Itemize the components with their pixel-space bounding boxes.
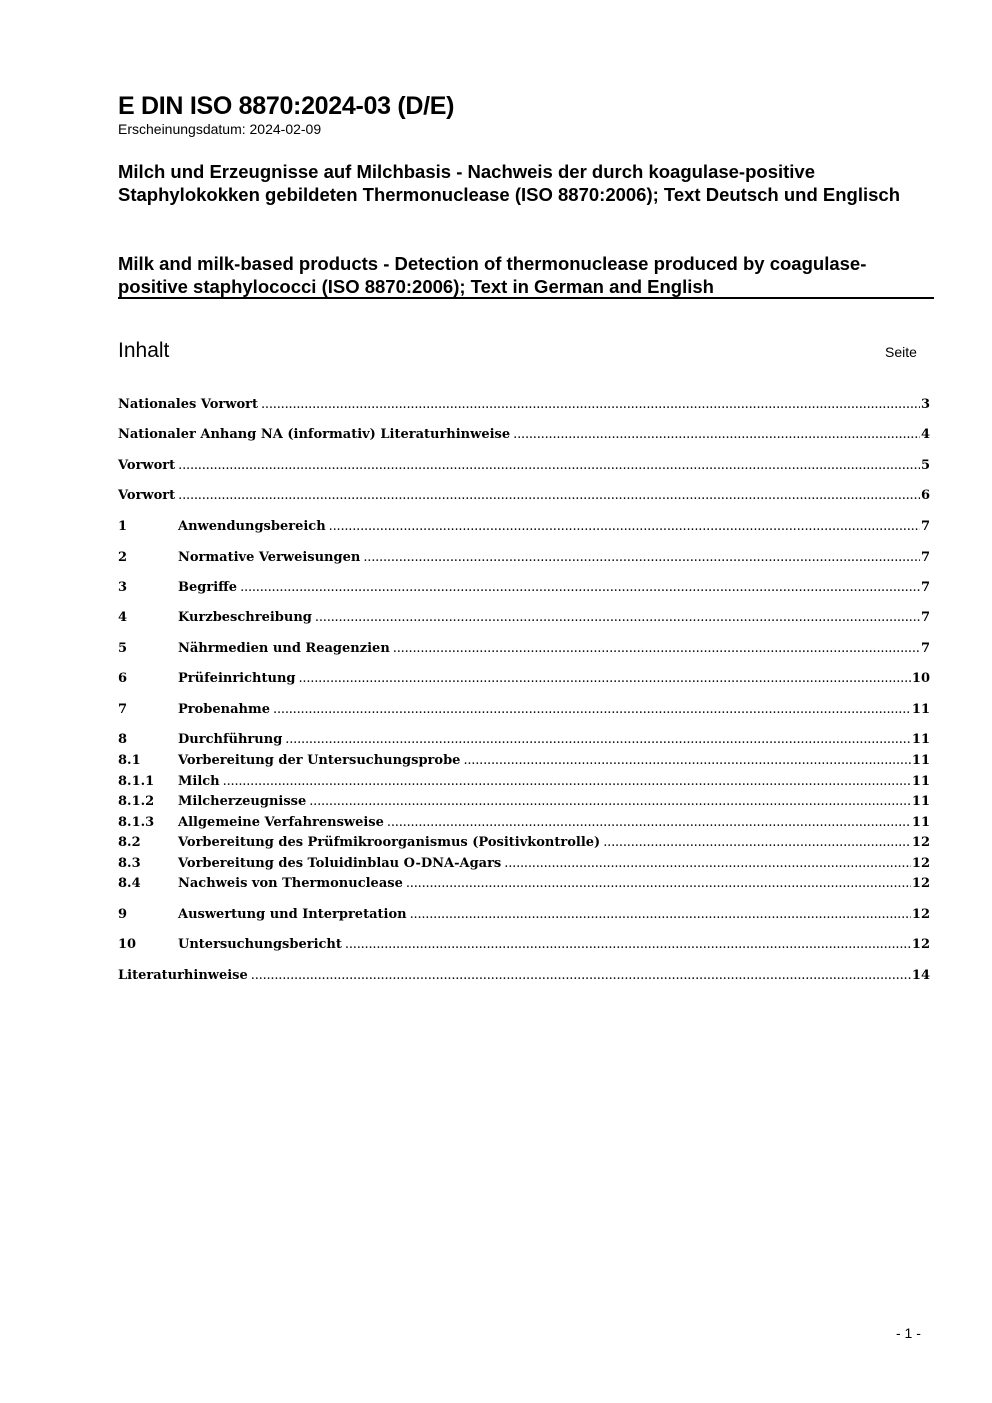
toc-entry-number: 8.1.1 (118, 774, 155, 789)
toc-entry-number: 5 (118, 641, 128, 656)
toc-entry-text: Vorwort (118, 488, 176, 503)
toc-heading: Inhalt (118, 339, 170, 362)
toc-entry-number: 8.1.2 (118, 794, 155, 809)
toc-entry-number: 8.3 (118, 856, 141, 871)
toc-entry-number: 7 (118, 702, 128, 717)
document-title: E DIN ISO 8870:2024-03 (D/E) (118, 92, 455, 120)
toc-leader-dots (393, 639, 920, 659)
toc-leader-dots (504, 854, 911, 874)
release-date: Erscheinungsdatum: 2024-02-09 (118, 121, 322, 137)
title-german: Milch und Erzeugnisse auf Milchbasis - Nachweis der durch koagulase-positive Staphylokokken gebildeten Thermonuclease (ISO 8870:2006); Text Deutsch und Englisch (118, 161, 901, 205)
toc-entry-page: 11 (911, 774, 930, 789)
toc-page-column-label: Seite (885, 344, 917, 360)
toc-entry[interactable] (118, 486, 930, 506)
toc-entry[interactable] (118, 874, 930, 894)
toc-entry-page: 12 (911, 835, 930, 850)
toc-entry[interactable] (118, 751, 930, 771)
toc-entry-number: 10 (118, 937, 137, 952)
toc-entry-number: 8.2 (118, 835, 141, 850)
toc-entry-text: Kurzbeschreibung (178, 610, 312, 625)
toc-entry-page: 3 (920, 397, 930, 412)
toc-entry-page: 11 (911, 732, 930, 747)
toc-entry-page: 12 (911, 907, 930, 922)
toc-entry[interactable] (118, 548, 930, 568)
toc-leader-dots (387, 813, 911, 833)
toc-leader-dots (406, 874, 911, 894)
toc-entry-text: Allgemeine Verfahrensweise (178, 815, 384, 830)
toc-entry-page: 11 (911, 702, 930, 717)
toc-entry-text: Durchführung (178, 732, 283, 747)
toc-leader-dots (223, 772, 911, 792)
toc-entry[interactable] (118, 395, 930, 415)
toc-entry[interactable] (118, 905, 930, 925)
toc-leader-dots (315, 608, 920, 628)
toc-entry-text: Literaturhinweise (118, 968, 248, 983)
toc-leader-dots (261, 395, 920, 415)
toc-entry-text: Nachweis von Thermonuclease (178, 876, 403, 891)
toc-leader-dots (240, 578, 920, 598)
toc-entry-text: Milch (178, 774, 220, 789)
toc-leader-dots (273, 700, 911, 720)
toc-entry[interactable] (118, 730, 930, 750)
toc-entry-text: Prüfeinrichtung (178, 671, 296, 686)
toc-entry-number: 8.1 (118, 753, 141, 768)
toc-entry[interactable] (118, 700, 930, 720)
toc-entry-text: Nationales Vorwort (118, 397, 258, 412)
toc-entry[interactable] (118, 456, 930, 476)
toc-entry-text: Vorbereitung des Prüfmikroorganismus (Positivkontrolle) (178, 835, 601, 850)
toc-entry[interactable] (118, 517, 930, 537)
toc-entry-page: 7 (920, 519, 930, 534)
title-english: Milk and milk-based products - Detection of thermonuclease produced by coagulase-positive staphylococci (ISO 8870:2006); Text in German and English (118, 253, 867, 297)
toc-entry[interactable] (118, 578, 930, 598)
toc-entry-text: Nationaler Anhang NA (informativ) Literaturhinweise (118, 427, 511, 442)
toc-entry-page: 4 (920, 427, 930, 442)
toc-entry-page: 12 (911, 937, 930, 952)
toc-entry-number: 1 (118, 519, 128, 534)
toc-entry-text: Auswertung und Interpretation (178, 907, 407, 922)
toc-leader-dots (298, 669, 910, 689)
toc-entry-page: 14 (911, 968, 930, 983)
toc-leader-dots (363, 548, 920, 568)
toc-entry[interactable] (118, 608, 930, 628)
toc-entry-page: 11 (911, 794, 930, 809)
toc-entry-page: 7 (920, 641, 930, 656)
toc-entry[interactable] (118, 639, 930, 659)
toc-entry-page: 6 (920, 488, 930, 503)
toc-entry-text: Vorwort (118, 458, 176, 473)
toc-entry-number: 9 (118, 907, 128, 922)
toc-entry[interactable] (118, 813, 930, 833)
toc-entry-text: Normative Verweisungen (178, 550, 361, 565)
page-number: - 1 - (896, 1325, 921, 1341)
toc-leader-dots (285, 730, 911, 750)
toc-entry-text: Anwendungsbereich (178, 519, 326, 534)
toc-leader-dots (309, 792, 911, 812)
toc-entry[interactable] (118, 425, 930, 445)
toc-entry[interactable] (118, 966, 930, 986)
toc-leader-dots (603, 833, 911, 853)
toc-entry-page: 7 (920, 550, 930, 565)
toc-leader-dots (463, 751, 910, 771)
toc-leader-dots (513, 425, 920, 445)
toc-entry-text: Probenahme (178, 702, 271, 717)
toc-entry-number: 3 (118, 580, 128, 595)
toc-entry[interactable] (118, 935, 930, 955)
toc-leader-dots (251, 966, 911, 986)
toc-leader-dots (178, 456, 920, 476)
toc-entry[interactable] (118, 854, 930, 874)
toc-entry-page: 11 (911, 753, 930, 768)
toc-entry-text: Begriffe (178, 580, 238, 595)
toc-entry-number: 2 (118, 550, 128, 565)
toc-entry[interactable] (118, 833, 930, 853)
toc-entry-text: Milcherzeugnisse (178, 794, 307, 809)
toc-entry[interactable] (118, 792, 930, 812)
toc-entry-number: 8.4 (118, 876, 141, 891)
toc-entry-page: 11 (911, 815, 930, 830)
toc-leader-dots (345, 935, 911, 955)
toc-leader-dots (329, 517, 920, 537)
toc-entry[interactable] (118, 669, 930, 689)
toc-entry-number: 4 (118, 610, 128, 625)
toc-leader-dots (178, 486, 920, 506)
toc-entry-number: 6 (118, 671, 128, 686)
toc-entry-text: Vorbereitung des Toluidinblau O-DNA-Agars (178, 856, 502, 871)
toc-entry-page: 12 (911, 856, 930, 871)
toc-entry-text: Vorbereitung der Untersuchungsprobe (178, 753, 461, 768)
toc-entry-page: 12 (911, 876, 930, 891)
toc-entry[interactable] (118, 772, 930, 792)
toc-entry-page: 5 (920, 458, 930, 473)
title-divider (118, 297, 934, 299)
toc-leader-dots (410, 905, 911, 925)
toc-entry-page: 7 (920, 580, 930, 595)
toc-entry-text: Untersuchungsbericht (178, 937, 342, 952)
toc-entry-page: 7 (920, 610, 930, 625)
toc-entry-page: 10 (911, 671, 930, 686)
toc-entry-text: Nährmedien und Reagenzien (178, 641, 390, 656)
toc-entry-number: 8.1.3 (118, 815, 155, 830)
toc-entry-number: 8 (118, 732, 128, 747)
